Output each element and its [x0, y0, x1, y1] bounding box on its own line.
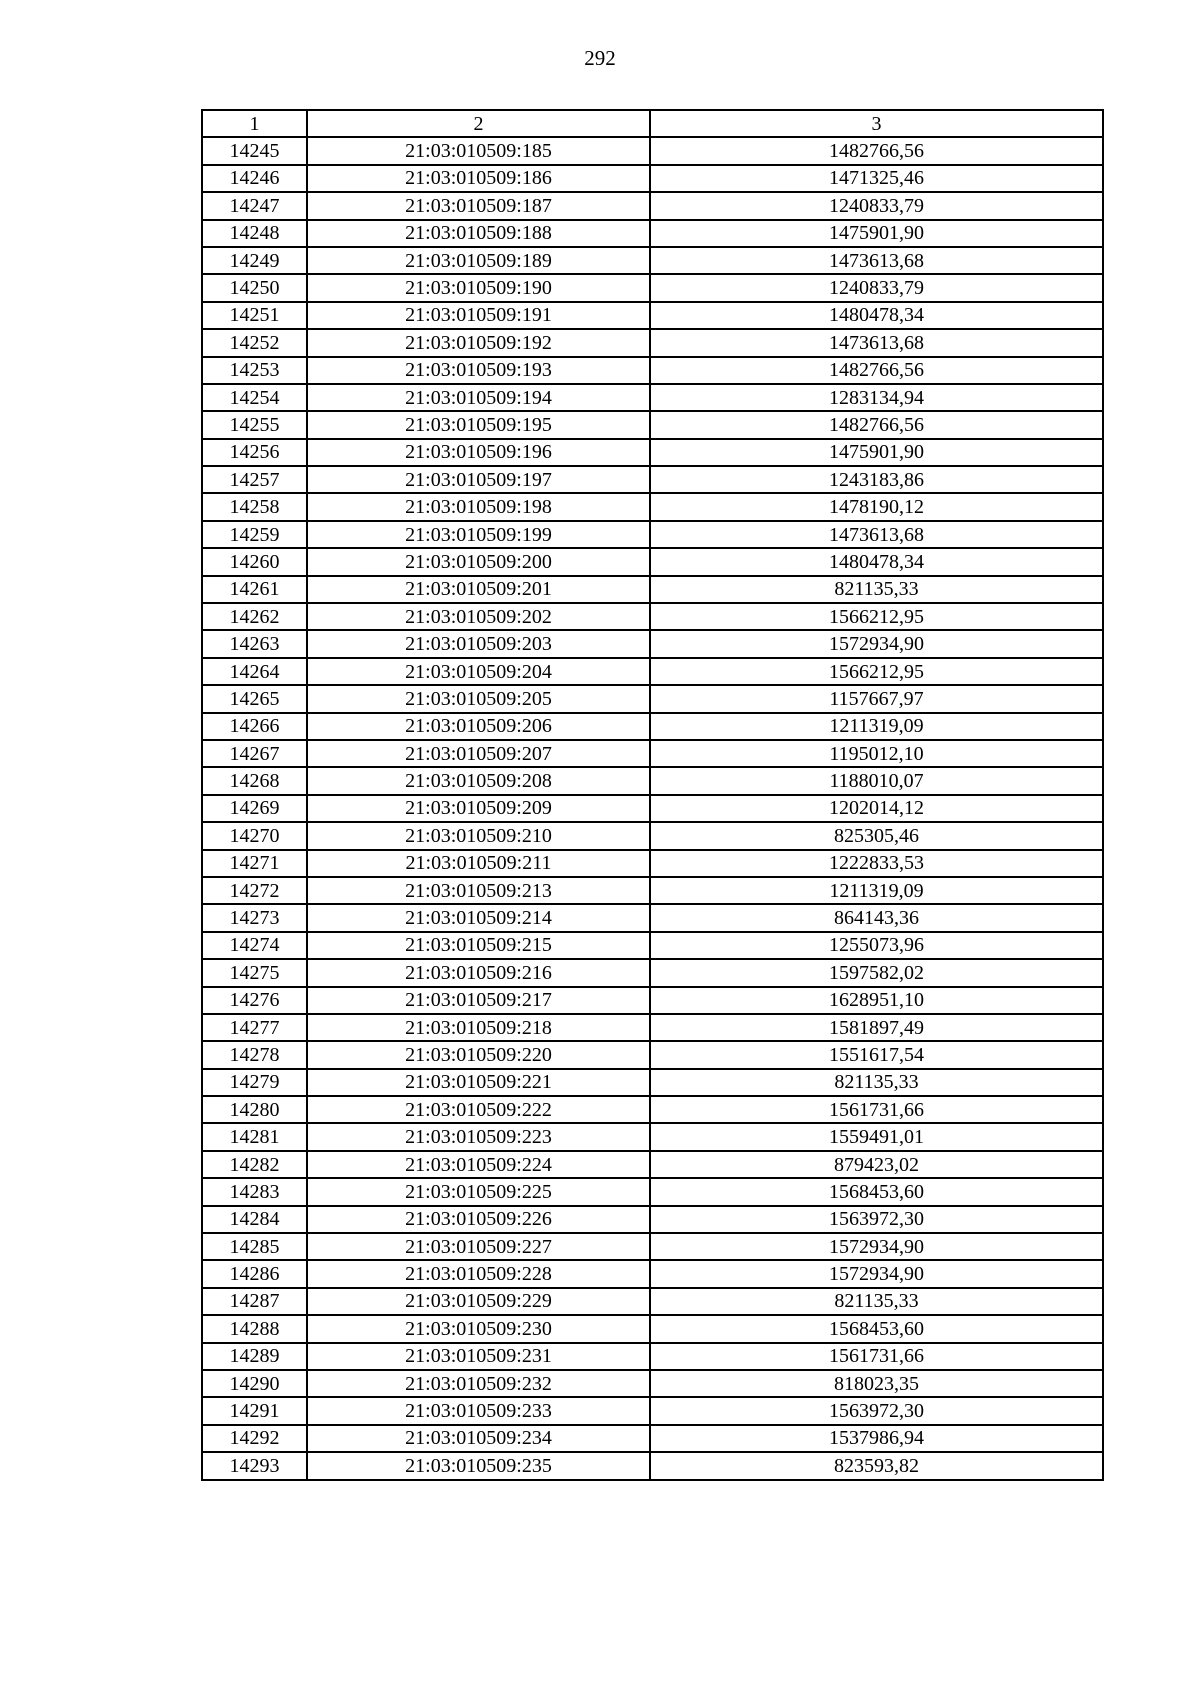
cadastral-number-cell: 21:03:010509:185 [307, 137, 650, 164]
cadastral-value-cell: 1568453,60 [650, 1178, 1103, 1205]
row-number-cell: 14266 [202, 713, 307, 740]
cadastral-value-cell: 1480478,34 [650, 302, 1103, 329]
column-header-1: 1 [202, 110, 307, 137]
cadastral-number-cell: 21:03:010509:226 [307, 1206, 650, 1233]
cadastral-number-cell: 21:03:010509:196 [307, 439, 650, 466]
table-row [202, 576, 1103, 603]
row-number-cell: 14257 [202, 466, 307, 493]
table-row [202, 630, 1103, 657]
row-number-cell: 14293 [202, 1452, 307, 1479]
row-number-cell: 14262 [202, 603, 307, 630]
cadastral-number-cell: 21:03:010509:189 [307, 247, 650, 274]
row-number-cell: 14277 [202, 1014, 307, 1041]
cadastral-number-cell: 21:03:010509:190 [307, 274, 650, 301]
cadastral-value-cell: 1572934,90 [650, 1260, 1103, 1287]
row-number-cell: 14274 [202, 932, 307, 959]
table-body [202, 137, 1103, 1479]
cadastral-value-cell: 1473613,68 [650, 247, 1103, 274]
table-header [202, 110, 1103, 137]
table-row [202, 767, 1103, 794]
cadastral-number-cell: 21:03:010509:194 [307, 384, 650, 411]
row-number-cell: 14261 [202, 576, 307, 603]
cadastral-number-cell: 21:03:010509:221 [307, 1069, 650, 1096]
cadastral-value-cell: 1480478,34 [650, 548, 1103, 575]
cadastral-number-cell: 21:03:010509:203 [307, 630, 650, 657]
row-number-cell: 14245 [202, 137, 307, 164]
cadastral-number-cell: 21:03:010509:193 [307, 357, 650, 384]
row-number-cell: 14290 [202, 1370, 307, 1397]
cadastral-value-cell: 1482766,56 [650, 411, 1103, 438]
cadastral-value-cell: 1566212,95 [650, 658, 1103, 685]
cadastral-value-cell: 1157667,97 [650, 685, 1103, 712]
row-number-cell: 14275 [202, 959, 307, 986]
row-number-cell: 14292 [202, 1425, 307, 1452]
cadastral-value-cell: 1202014,12 [650, 795, 1103, 822]
table-row [202, 439, 1103, 466]
cadastral-value-cell: 1188010,07 [650, 767, 1103, 794]
table-row [202, 466, 1103, 493]
table-row [202, 1096, 1103, 1123]
cadastral-number-cell: 21:03:010509:192 [307, 329, 650, 356]
cadastral-value-cell: 1473613,68 [650, 521, 1103, 548]
table-row [202, 165, 1103, 192]
cadastral-number-cell: 21:03:010509:234 [307, 1425, 650, 1452]
table-row [202, 521, 1103, 548]
cadastral-value-cell: 1243183,86 [650, 466, 1103, 493]
row-number-cell: 14265 [202, 685, 307, 712]
cadastral-number-cell: 21:03:010509:218 [307, 1014, 650, 1041]
table-row [202, 1397, 1103, 1424]
row-number-cell: 14269 [202, 795, 307, 822]
row-number-cell: 14286 [202, 1260, 307, 1287]
cadastral-value-cell: 821135,33 [650, 1069, 1103, 1096]
row-number-cell: 14272 [202, 877, 307, 904]
table-row [202, 357, 1103, 384]
row-number-cell: 14267 [202, 740, 307, 767]
cadastral-value-cell: 1568453,60 [650, 1315, 1103, 1342]
table-row [202, 932, 1103, 959]
cadastral-number-cell: 21:03:010509:228 [307, 1260, 650, 1287]
cadastral-number-cell: 21:03:010509:224 [307, 1151, 650, 1178]
row-number-cell: 14263 [202, 630, 307, 657]
cadastral-value-cell: 1478190,12 [650, 493, 1103, 520]
cadastral-number-cell: 21:03:010509:215 [307, 932, 650, 959]
table-row [202, 658, 1103, 685]
table-row [202, 1288, 1103, 1315]
table-row [202, 1123, 1103, 1150]
row-number-cell: 14276 [202, 987, 307, 1014]
table-row [202, 493, 1103, 520]
table-row [202, 137, 1103, 164]
table-row [202, 1014, 1103, 1041]
cadastral-value-cell: 1572934,90 [650, 1233, 1103, 1260]
cadastral-number-cell: 21:03:010509:232 [307, 1370, 650, 1397]
cadastral-number-cell: 21:03:010509:198 [307, 493, 650, 520]
row-number-cell: 14285 [202, 1233, 307, 1260]
row-number-cell: 14253 [202, 357, 307, 384]
table-row [202, 1343, 1103, 1370]
cadastral-number-cell: 21:03:010509:227 [307, 1233, 650, 1260]
cadastral-value-cell: 1195012,10 [650, 740, 1103, 767]
row-number-cell: 14273 [202, 904, 307, 931]
cadastral-value-cell: 1211319,09 [650, 713, 1103, 740]
cadastral-value-table [201, 109, 1104, 1481]
table-row [202, 329, 1103, 356]
table-row [202, 740, 1103, 767]
row-number-cell: 14256 [202, 439, 307, 466]
cadastral-value-cell: 1240833,79 [650, 274, 1103, 301]
cadastral-value-cell: 1482766,56 [650, 137, 1103, 164]
cadastral-number-cell: 21:03:010509:205 [307, 685, 650, 712]
row-number-cell: 14283 [202, 1178, 307, 1205]
cadastral-value-cell: 1255073,96 [650, 932, 1103, 959]
table-row [202, 850, 1103, 877]
cadastral-value-cell: 1559491,01 [650, 1123, 1103, 1150]
cadastral-number-cell: 21:03:010509:210 [307, 822, 650, 849]
table-row [202, 274, 1103, 301]
table-row [202, 959, 1103, 986]
row-number-cell: 14281 [202, 1123, 307, 1150]
cadastral-number-cell: 21:03:010509:207 [307, 740, 650, 767]
cadastral-number-cell: 21:03:010509:200 [307, 548, 650, 575]
row-number-cell: 14250 [202, 274, 307, 301]
cadastral-number-cell: 21:03:010509:209 [307, 795, 650, 822]
row-number-cell: 14289 [202, 1343, 307, 1370]
table-row [202, 1315, 1103, 1342]
cadastral-number-cell: 21:03:010509:211 [307, 850, 650, 877]
cadastral-value-cell: 821135,33 [650, 1288, 1103, 1315]
cadastral-value-cell: 864143,36 [650, 904, 1103, 931]
table-row [202, 1178, 1103, 1205]
cadastral-value-cell: 821135,33 [650, 576, 1103, 603]
row-number-cell: 14268 [202, 767, 307, 794]
row-number-cell: 14258 [202, 493, 307, 520]
table-row [202, 1041, 1103, 1068]
cadastral-number-cell: 21:03:010509:223 [307, 1123, 650, 1150]
row-number-cell: 14291 [202, 1397, 307, 1424]
cadastral-number-cell: 21:03:010509:214 [307, 904, 650, 931]
row-number-cell: 14251 [202, 302, 307, 329]
cadastral-value-cell: 1561731,66 [650, 1096, 1103, 1123]
table-row [202, 795, 1103, 822]
cadastral-value-cell: 1473613,68 [650, 329, 1103, 356]
table-row [202, 1206, 1103, 1233]
cadastral-value-cell: 1551617,54 [650, 1041, 1103, 1068]
cadastral-value-cell: 1563972,30 [650, 1397, 1103, 1424]
cadastral-value-cell: 1566212,95 [650, 603, 1103, 630]
cadastral-value-cell: 1475901,90 [650, 220, 1103, 247]
table-row [202, 220, 1103, 247]
cadastral-value-cell: 1482766,56 [650, 357, 1103, 384]
table-row [202, 713, 1103, 740]
table-row [202, 1260, 1103, 1287]
cadastral-number-cell: 21:03:010509:235 [307, 1452, 650, 1479]
cadastral-number-cell: 21:03:010509:195 [307, 411, 650, 438]
cadastral-value-cell: 1628951,10 [650, 987, 1103, 1014]
row-number-cell: 14287 [202, 1288, 307, 1315]
table-row [202, 877, 1103, 904]
cadastral-number-cell: 21:03:010509:187 [307, 192, 650, 219]
row-number-cell: 14259 [202, 521, 307, 548]
row-number-cell: 14271 [202, 850, 307, 877]
row-number-cell: 14247 [202, 192, 307, 219]
table-row [202, 302, 1103, 329]
table-row [202, 1452, 1103, 1479]
table-row [202, 411, 1103, 438]
cadastral-number-cell: 21:03:010509:197 [307, 466, 650, 493]
table-row [202, 603, 1103, 630]
cadastral-value-cell: 1240833,79 [650, 192, 1103, 219]
table-row [202, 548, 1103, 575]
page-number: 292 [584, 46, 616, 70]
table-row [202, 1425, 1103, 1452]
cadastral-value-cell: 1581897,49 [650, 1014, 1103, 1041]
cadastral-value-cell: 825305,46 [650, 822, 1103, 849]
cadastral-value-cell: 1471325,46 [650, 165, 1103, 192]
table-row [202, 1233, 1103, 1260]
cadastral-number-cell: 21:03:010509:204 [307, 658, 650, 685]
cadastral-number-cell: 21:03:010509:230 [307, 1315, 650, 1342]
table-row [202, 384, 1103, 411]
cadastral-number-cell: 21:03:010509:201 [307, 576, 650, 603]
cadastral-number-cell: 21:03:010509:231 [307, 1343, 650, 1370]
cadastral-value-cell: 1211319,09 [650, 877, 1103, 904]
row-number-cell: 14280 [202, 1096, 307, 1123]
row-number-cell: 14288 [202, 1315, 307, 1342]
cadastral-number-cell: 21:03:010509:188 [307, 220, 650, 247]
cadastral-number-cell: 21:03:010509:186 [307, 165, 650, 192]
cadastral-value-cell: 1475901,90 [650, 439, 1103, 466]
row-number-cell: 14279 [202, 1069, 307, 1096]
column-header-2: 2 [307, 110, 650, 137]
cadastral-number-cell: 21:03:010509:213 [307, 877, 650, 904]
row-number-cell: 14278 [202, 1041, 307, 1068]
cadastral-number-cell: 21:03:010509:225 [307, 1178, 650, 1205]
row-number-cell: 14264 [202, 658, 307, 685]
row-number-cell: 14284 [202, 1206, 307, 1233]
cadastral-value-cell: 818023,35 [650, 1370, 1103, 1397]
cadastral-value-cell: 1597582,02 [650, 959, 1103, 986]
row-number-cell: 14246 [202, 165, 307, 192]
row-number-cell: 14255 [202, 411, 307, 438]
cadastral-number-cell: 21:03:010509:222 [307, 1096, 650, 1123]
row-number-cell: 14282 [202, 1151, 307, 1178]
cadastral-number-cell: 21:03:010509:206 [307, 713, 650, 740]
row-number-cell: 14249 [202, 247, 307, 274]
table-row [202, 904, 1103, 931]
cadastral-number-cell: 21:03:010509:199 [307, 521, 650, 548]
cadastral-number-cell: 21:03:010509:208 [307, 767, 650, 794]
cadastral-value-cell: 823593,82 [650, 1452, 1103, 1479]
cadastral-value-cell: 1283134,94 [650, 384, 1103, 411]
cadastral-number-cell: 21:03:010509:233 [307, 1397, 650, 1424]
cadastral-value-cell: 1537986,94 [650, 1425, 1103, 1452]
table-row [202, 1370, 1103, 1397]
row-number-cell: 14254 [202, 384, 307, 411]
table-header-row [202, 110, 1103, 137]
table-row [202, 1151, 1103, 1178]
cadastral-value-cell: 879423,02 [650, 1151, 1103, 1178]
row-number-cell: 14260 [202, 548, 307, 575]
cadastral-number-cell: 21:03:010509:191 [307, 302, 650, 329]
table-row [202, 192, 1103, 219]
cadastral-number-cell: 21:03:010509:229 [307, 1288, 650, 1315]
column-header-3: 3 [650, 110, 1103, 137]
cadastral-value-cell: 1572934,90 [650, 630, 1103, 657]
cadastral-number-cell: 21:03:010509:217 [307, 987, 650, 1014]
cadastral-value-cell: 1563972,30 [650, 1206, 1103, 1233]
cadastral-number-cell: 21:03:010509:202 [307, 603, 650, 630]
cadastral-number-cell: 21:03:010509:220 [307, 1041, 650, 1068]
cadastral-number-cell: 21:03:010509:216 [307, 959, 650, 986]
table-row [202, 247, 1103, 274]
table-row [202, 987, 1103, 1014]
table-row [202, 685, 1103, 712]
cadastral-value-cell: 1222833,53 [650, 850, 1103, 877]
cadastral-value-cell: 1561731,66 [650, 1343, 1103, 1370]
table-row [202, 822, 1103, 849]
table-row [202, 1069, 1103, 1096]
row-number-cell: 14248 [202, 220, 307, 247]
row-number-cell: 14270 [202, 822, 307, 849]
row-number-cell: 14252 [202, 329, 307, 356]
